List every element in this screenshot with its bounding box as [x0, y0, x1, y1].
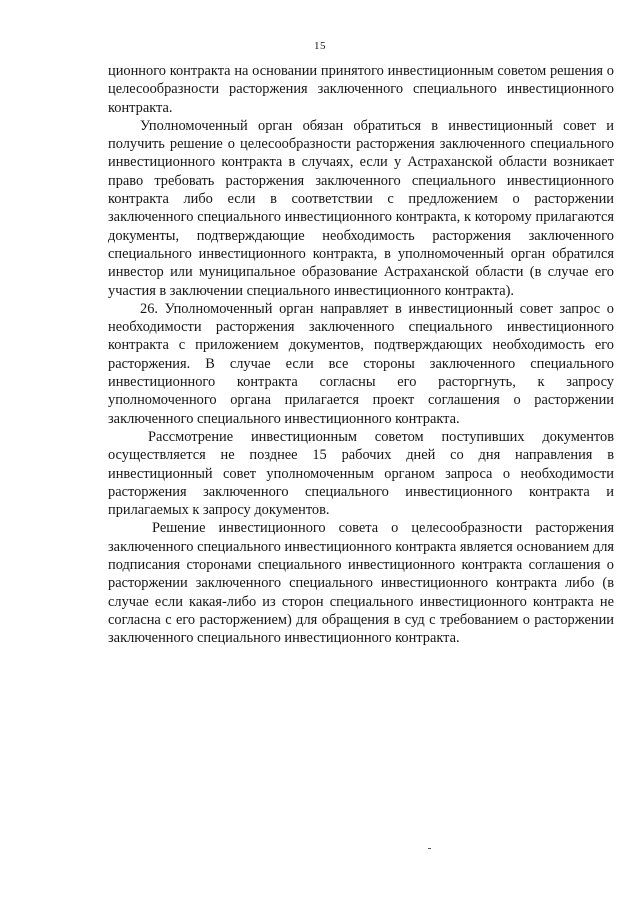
paragraph-26: 26. Уполномоченный орган направляет в инвестиционный совет запрос о необходимости расторжения заключенного специального инвестиционного контракта с приложением документов, подтверждающих необходимость его расторжения. В случае если все стороны заключенного специального инвестиционного контракта согласны его расторгнуть, к запросу уполномоченного органа прилагается проект соглашения о расторжении заключенного специального инвестиционного контракта.	[108, 300, 614, 427]
document-body	[108, 62, 614, 648]
paragraph-review: Рассмотрение инвестиционным советом поступивших документов осуществляется не позднее 15 рабочих дней со дня направления в инвестиционный совет уполномоченным органом запроса о необходимости расторжения заключенного специального инвестиционного контракта и прилагаемых к запросу документов.	[108, 428, 614, 519]
scan-mark	[428, 848, 431, 849]
paragraph-obligation: Уполномоченный орган обязан обратиться в инвестиционный совет и получить решение о целесообразности расторжения заключенного специального инвестиционного контракта в случаях, если у Астраханской области возникает право требовать расторжения заключенного специального инвестиционного контракта либо если в соответствии с предложением о расторжении заключенного специального инвестиционного контракта, к которому прилагаются документы, подтверждающие необходимость расторжения заключенного специального инвестиционного контракта, в уполномоченный орган обратился инвестор или муниципальное образование Астраханской области (в случае его участия в заключении специального инвестиционного контракта).	[108, 117, 614, 299]
paragraph-decision: Решение инвестиционного совета о целесообразности расторжения заключенного специального инвестиционного контракта является основанием для подписания сторонами специального инвестиционного контракта соглашения о расторжении заключенного специального инвестиционного контракта либо (в случае если какая-либо из сторон специального инвестиционного контракта не согласна с его расторжением) для обращения в суд с требованием о расторжении заключенного специального инвестиционного контракта.	[108, 520, 614, 647]
page-number: 15	[314, 40, 326, 52]
paragraph-continuation: ционного контракта на основании принятого инвестиционным советом решения о целесообразности расторжения заключенного специального инвестиционного контракта.	[108, 63, 614, 116]
